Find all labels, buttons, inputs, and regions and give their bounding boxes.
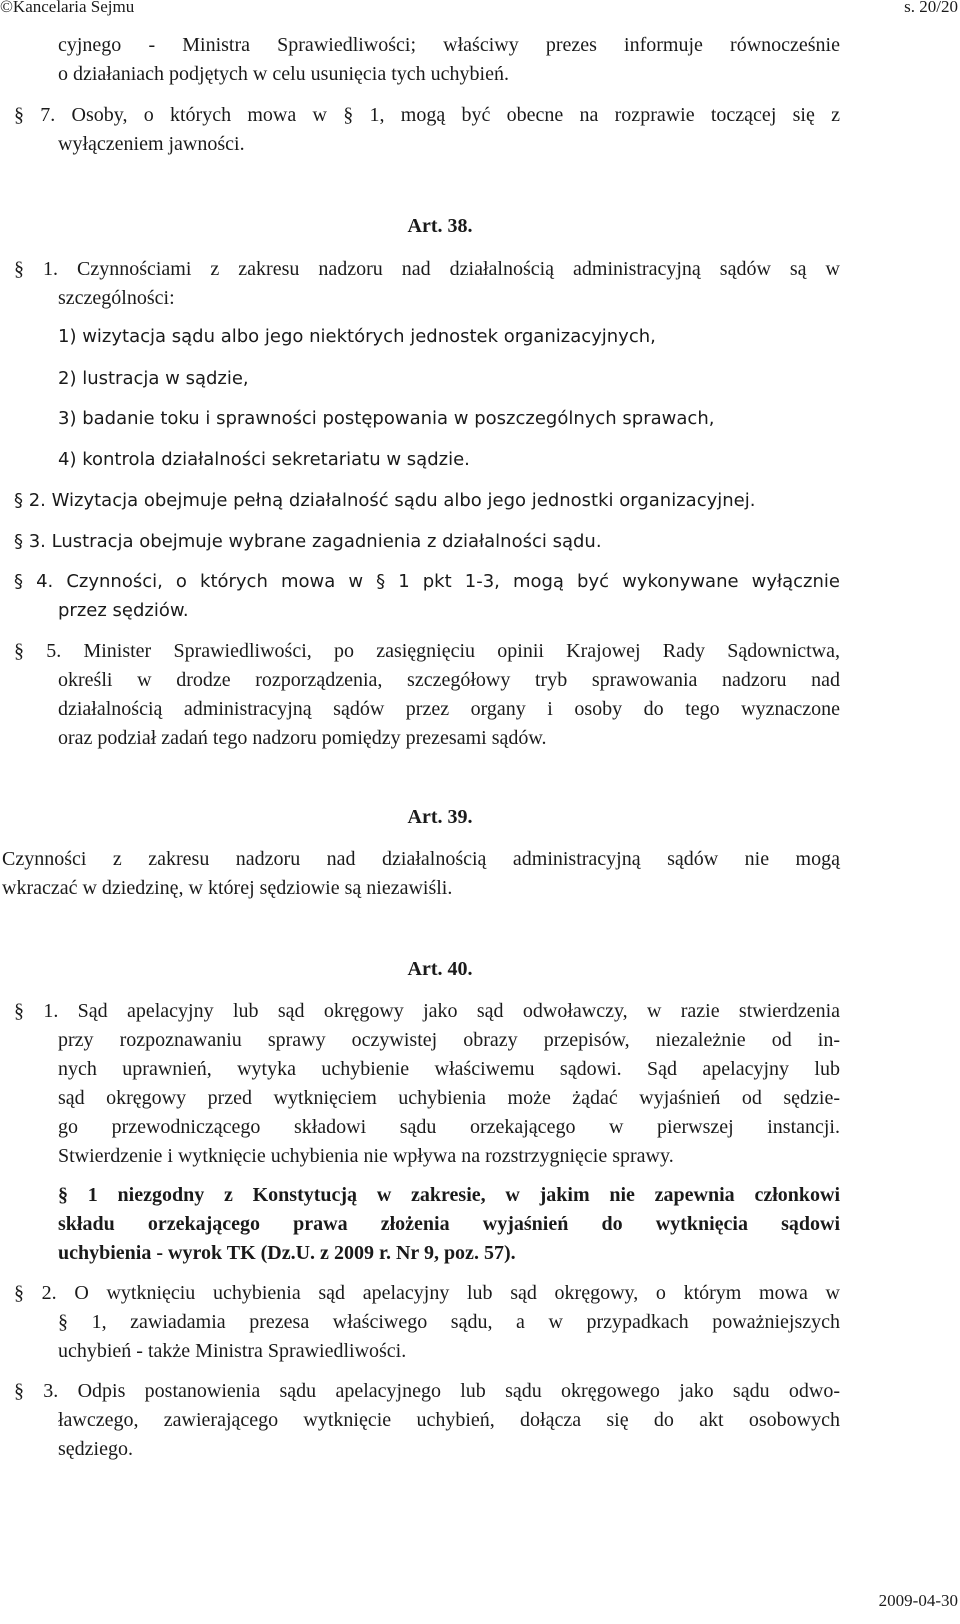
- art40-section-1-line: sąd okręgowy przed wytknięciem uchybienia może żądać wyjaśnień od sędzie-: [58, 1087, 840, 1109]
- constitutional-tribunal-note-line: składu orzekającego prawa złożenia wyjaśnień do wytknięcia sądowi: [58, 1213, 840, 1235]
- art40-section-3-line: ławczego, zawierającego wytknięcie uchybień, dołącza się do akt osobowych: [58, 1409, 840, 1431]
- art38-section-4: § 4. Czynności, o których mowa w § 1 pkt 1-3, mogą być wykonywane wyłącznie: [14, 571, 840, 592]
- art38-section-3: § 3. Lustracja obejmuje wybrane zagadnienia z działalności sądu.: [14, 531, 602, 552]
- art40-section-1-line: Stwierdzenie i wytknięcie uchybienia nie wpływa na rozstrzygnięcie sprawy.: [58, 1145, 674, 1167]
- art38-section-5-line: działalnością administracyjną sądów przez organy i osoby do tego wyznaczone: [58, 698, 840, 720]
- art40-section-3: § 3. Odpis postanowienia sądu apelacyjnego lub sądu okręgowego jako sądu odwo-: [14, 1380, 840, 1402]
- art40-section-1-line: przy rozpoznawaniu sprawy oczywistej obrazy przepisów, niezależnie od in-: [58, 1029, 840, 1051]
- paragraph-continuation-line: cyjnego - Ministra Sprawiedliwości; właściwy prezes informuje równocześnie: [58, 34, 840, 56]
- art38-section-1-line: szczególności:: [58, 287, 175, 309]
- article-39-heading: Art. 39.: [407, 806, 473, 828]
- section-7-line: wyłączeniem jawności.: [58, 133, 245, 155]
- constitutional-tribunal-note-line: uchybienia - wyrok TK (Dz.U. z 2009 r. Nr 9, poz. 57).: [58, 1242, 516, 1264]
- list-item: 1) wizytacja sądu albo jego niektórych jednostek organizacyjnych,: [58, 326, 656, 347]
- article-40-heading: Art. 40.: [407, 958, 473, 980]
- list-item: 3) badanie toku i sprawności postępowania w poszczególnych sprawach,: [58, 408, 715, 429]
- art38-section-1: § 1. Czynnościami z zakresu nadzoru nad działalnością administracyjną sądów są w: [14, 258, 840, 280]
- art39-text-line: wkraczać w dziedzinę, w której sędziowie są niezawiśli.: [2, 877, 453, 899]
- document-date: 2009-04-30: [878, 1591, 958, 1610]
- art38-section-5-line: określi w drodze rozporządzenia, szczegółowy tryb sprawowania nadzoru nad: [58, 669, 840, 691]
- art40-section-2-line: § 1, zawiadamia prezesa właściwego sądu, a w przypadkach poważniejszych: [58, 1311, 840, 1333]
- art40-section-2: § 2. O wytknięciu uchybienia sąd apelacyjny lub sąd okręgowy, o którym mowa w: [14, 1282, 840, 1304]
- paragraph-continuation-line: o działaniach podjętych w celu usunięcia tych uchybień.: [58, 63, 509, 85]
- list-item: 4) kontrola działalności sekretariatu w sądzie.: [58, 449, 470, 470]
- art38-section-2: § 2. Wizytacja obejmuje pełną działalność sądu albo jego jednostki organizacyjnej.: [14, 490, 756, 511]
- constitutional-tribunal-note: § 1 niezgodny z Konstytucją w zakresie, w jakim nie zapewnia członkowi: [58, 1184, 840, 1206]
- art39-text: Czynności z zakresu nadzoru nad działalnością administracyjną sądów nie mogą: [2, 848, 840, 870]
- art40-section-3-line: sędziego.: [58, 1438, 133, 1460]
- art40-section-1-line: nych uprawnień, wytyka uchybienie właściwemu sądowi. Sąd apelacyjny lub: [58, 1058, 840, 1080]
- art38-section-5-line: oraz podział zadań tego nadzoru pomiędzy prezesami sądów.: [58, 727, 547, 749]
- article-38-heading: Art. 38.: [407, 215, 473, 237]
- page-number: s. 20/20: [904, 0, 958, 16]
- art40-section-1: § 1. Sąd apelacyjny lub sąd okręgowy jako sąd odwoławczy, w razie stwierdzenia: [14, 1000, 840, 1022]
- art40-section-2-line: uchybień - także Ministra Sprawiedliwości.: [58, 1340, 407, 1362]
- section-7: § 7. Osoby, o których mowa w § 1, mogą być obecne na rozprawie toczącej się z: [14, 104, 840, 126]
- art38-section-5: § 5. Minister Sprawiedliwości, po zasięgnięciu opinii Krajowej Rady Sądownictwa,: [14, 640, 840, 662]
- art40-section-1-line: go przewodniczącego składowi sądu orzekającego w pierwszej instancji.: [58, 1116, 840, 1138]
- list-item: 2) lustracja w sądzie,: [58, 368, 249, 389]
- art38-section-4-line: przez sędziów.: [58, 600, 189, 621]
- header-copyright: ©Kancelaria Sejmu: [0, 0, 135, 16]
